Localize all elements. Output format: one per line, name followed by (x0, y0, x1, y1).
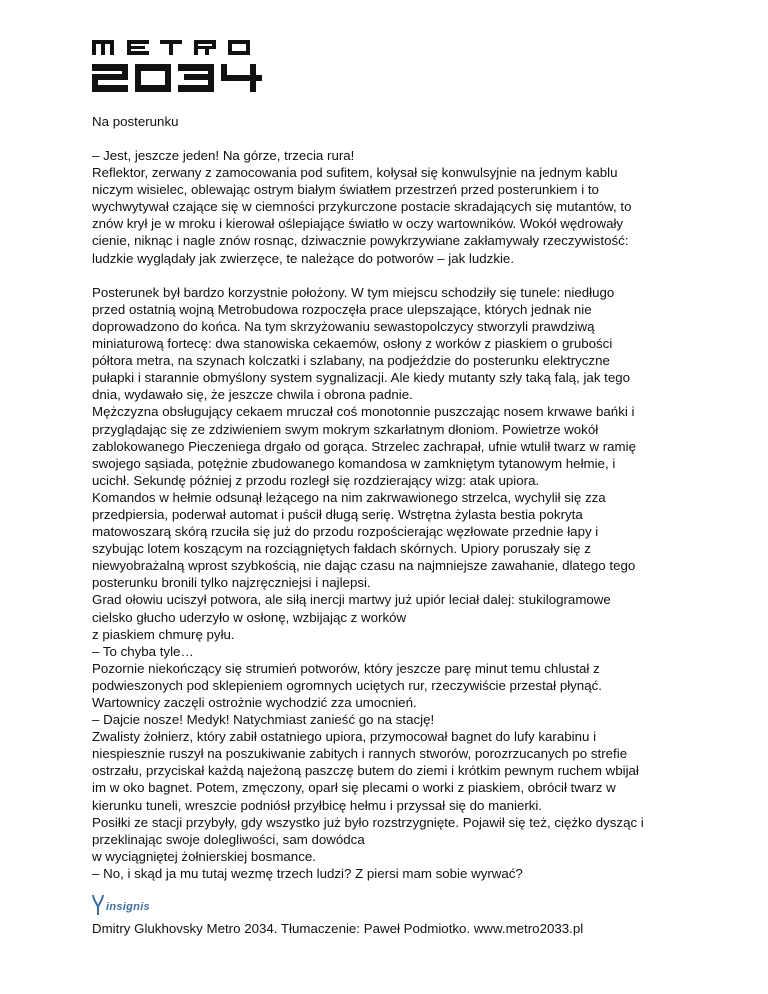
text-line: przedpiersia, poderwał automat i puścił długą serię. Wstrętna żylasta bestia pokryta (92, 506, 583, 522)
text-line: przyglądając się ze zdziwieniem swym mokrym szkarłatnym dłoniom. Powietrze wokół (92, 421, 599, 437)
chapter-text (92, 147, 692, 882)
text-line: przed ostatnią wojną Metrobudowa rozpoczęła prace ulepszające, których jednak nie (92, 301, 592, 317)
text-line: cienie, niknąc i nagle znów rosnąc, dziwacznie powykrzywiane zakłamywały rzeczywistość: (92, 233, 629, 249)
text-line: – Dajcie nosze! Medyk! Natychmiast zanieść go na stację! (92, 712, 435, 728)
metro-2034-logo (92, 40, 262, 92)
text-line: pułapki i starannie obmyślony system sygnalizacji. Ale kiedy mutanty szły taką falą, jak tego (92, 370, 631, 386)
text-line: matowoszarą skórą rzuciła się już do przodu rozpościerając węzłowate przednie łapy i (92, 524, 599, 540)
text-line: Wartownicy zaczęli ostrożnie wychodzić zza umocnień. (92, 695, 417, 710)
insignis-icon (92, 894, 104, 916)
text-line: niczym wisielec, oblewając ostrym białym światłem przestrzeń przed posterunkiem i to (92, 182, 599, 198)
paragraph-break (92, 267, 692, 284)
text-line: – To chyba tyle… (92, 643, 194, 659)
text-line: – Jest, jeszcze jeden! Na górze, trzecia rura! (92, 148, 355, 163)
text-line: szybując lotem koszącym na rozciągniętych fałdach skórnych. Upiory poruszały się z (92, 541, 591, 557)
text-line: cielsko głucho uderzyło w osłonę, wzbijając z worków (92, 609, 407, 625)
text-line: Grad ołowiu uciszył potwora, ale siłą inercji martwy już upiór leciał dalej: stukilogramowe (92, 592, 611, 608)
text-line: ucichł. Sekundę później z przodu rozległ się rozdzierający wizg: atak upiora. (92, 472, 540, 488)
text-line: wychwytywał czające się w ciemności przykurczone postacie skradających się mutantów, to (92, 199, 632, 215)
text-line: ludzkie wyglądały jak zwierzęce, te należące do potworów – jak ludzkie. (92, 250, 515, 266)
text-line: Pozornie niekończący się strumień potworów, który jeszcze parę minut temu chlustał z (92, 660, 600, 676)
text-line: półtora metra, na szynach kolczatki i szlabany, na podjeździe do posterunku elektryczne (92, 353, 610, 369)
text-line: z piaskiem chmurę pyłu. (92, 626, 235, 642)
text-line: miniaturową fortecę: dwa stanowiska cekaemów, osłony z worków z piaskiem o grubości (92, 336, 613, 352)
text-line: dnia, wydawało się, że jeszcze chwila i obrona padnie. (92, 387, 413, 403)
publisher-name: insignis (106, 901, 150, 913)
text-line: niespiesznie ruszył na poszukiwanie zabitych i rannych stworów, porozrzucanych po strefie (92, 746, 628, 762)
text-line: posterunku bronili tylko najzręczniejsi i najlepsi. (92, 575, 371, 591)
chapter-title: Na posterunku (92, 114, 179, 129)
text-line: kierunku tuneli, wreszcie podniósł przyłbicę hełmu i przyssał się do manierki. (92, 797, 543, 813)
text-line: Posiłki ze stacji przybyły, gdy wszystko już było rozstrzygnięte. Pojawił się też, ciężko dysząc i (92, 814, 644, 830)
text-line: Posterunek był bardzo korzystnie położony. W tym miejscu schodziły się tunele: niedługo (92, 284, 615, 300)
text-line: swojego sąsiada, potężnie zbudowanego komandosa w zamkniętym tytanowym hełmie, i (92, 455, 616, 471)
text-line: – No, i skąd ja mu tutaj wezmę trzech ludzi? Z piersi mam sobie wyrwać? (92, 865, 523, 881)
text-line: zablokowanego Pieczeniega drgało od gorąca. Strzelec zachrapał, ufnie wtulił twarz w ramię (92, 438, 636, 454)
text-line: Mężczyzna obsługujący cekaem mruczał coś monotonnie puszczając nosem krwawe bańki i (92, 404, 635, 420)
text-line: przeklinając swoje dolegliwości, sam dowódca (92, 831, 365, 847)
publisher-logo (92, 894, 150, 916)
text-line: im w oko bagnet. Potem, zmęczony, oparł się plecami o worki z piaskiem, obrócił twarz w (92, 780, 616, 796)
text-line: niewyobrażalną wprost szybkością, nie dając czasu na najmniejsze zawahanie, dlatego tego (92, 558, 636, 574)
text-line: doprowadzono do końca. Na tym skrzyżowaniu sewastopolczycy stworzyli prawdziwą (92, 318, 595, 334)
text-line: Reflektor, zerwany z zamocowania pod sufitem, kołysał się konwulsyjnie na jednym kablu (92, 165, 618, 181)
page-footer: Dmitry Glukhovsky Metro 2034. Tłumaczenie: Paweł Podmiotko. www.metro2033.pl (92, 921, 584, 936)
text-line: ostrzału, przyciskał każdą najeżoną paszczę butem do ziemi i krótkim pewnym ruchem wbijał (92, 763, 639, 779)
text-line: podwieszonych pod sklepieniem ogromnych uciętych rur, rzeczywiście przestał płynąć. (92, 677, 602, 693)
text-line: znów krył je w mroku i kierował oślepiające światło w oczy wartowników. Wokół wędrowały (92, 216, 624, 232)
text-line: Komandos w hełmie odsunął leżącego na nim zakrwawionego strzelca, wychylił się zza (92, 489, 606, 505)
text-line: Zwalisty żołnierz, który zabił ostatniego upiora, przymocował bagnet do lufy karabinu i (92, 729, 597, 745)
text-line: w wyciągniętej żołnierskiej bosmance. (92, 848, 316, 864)
